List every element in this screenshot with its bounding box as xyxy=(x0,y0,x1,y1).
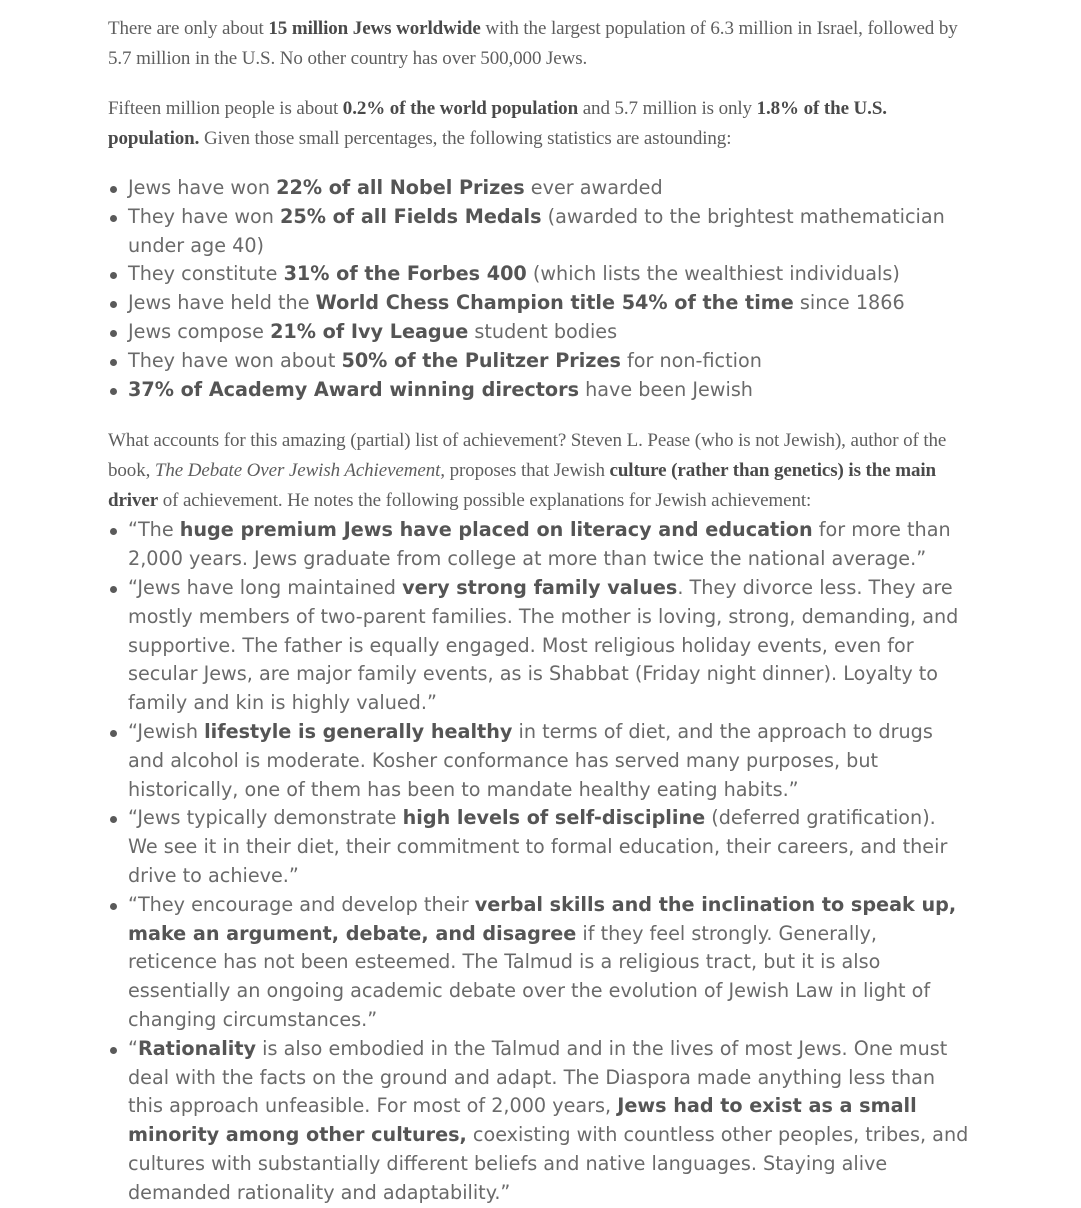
text-run: What accounts for this amazing (partial) list of achievement? Steven L. Pease (who is not Jewish), author of the book, xyxy=(108,430,947,482)
intro-paragraph-percentages xyxy=(108,94,970,154)
list-item: Jews have won 22% of all Nobel Prizes ever awarded xyxy=(108,174,970,203)
text-run: with the largest population of 6.3 million in Israel, followed by 5.7 million in the U.S. No other country has over 500,000 Jews. xyxy=(108,18,958,69)
intro-paragraph-population xyxy=(108,14,970,74)
text-run: There are only about xyxy=(108,18,269,39)
list-item: They have won about 50% of the Pulitzer Prizes for non-fiction xyxy=(108,347,970,376)
text-run: Fifteen million people is about xyxy=(108,98,343,119)
explanations-list xyxy=(108,516,970,1207)
list-item: Jews compose 21% of Ivy League student bodies xyxy=(108,318,970,347)
list-item: “Jews have long maintained very strong family values. They divorce less. They are mostly members of two-parent families. The mother is loving, strong, demanding, and supportive. The father is equally engaged. Most religious holiday events, even for secular Jews, are major family events, as is Shabbat (Friday night dinner). Loyalty to family and kin is highly valued.” xyxy=(108,574,970,718)
list-item: “The huge premium Jews have placed on literacy and education for more than 2,000 years. Jews graduate from college at more than twice the national average.” xyxy=(108,516,970,574)
bold-run: 0.2% of the world population xyxy=(342,98,579,119)
achievement-statistics-list xyxy=(108,174,970,404)
text-run: proposes that Jewish xyxy=(444,460,610,482)
list-item: Jews have held the World Chess Champion title 54% of the time since 1866 xyxy=(108,289,970,318)
bold-run: 1.8% of the U.S. population. xyxy=(108,98,887,149)
list-item: They have won 25% of all Fields Medals (awarded to the brightest mathematician under age 40) xyxy=(108,203,970,261)
text-run: of achievement. He notes the following possible explanations for Jewish achievement: xyxy=(158,490,812,512)
book-title: The Debate Over Jewish Achievement, xyxy=(154,460,445,482)
article-body xyxy=(108,14,970,1208)
list-item: “Rationality is also embodied in the Talmud and in the lives of most Jews. One must deal with the facts on the ground and adapt. The Diaspora made anything less than this approach unfeasible. For most of 2,000 years, Jews had to exist as a small minority among other cultures, coexisting with countless other peoples, tribes, and cultures with substantially different beliefs and native languages. Staying alive demanded rationality and adaptability.” xyxy=(108,1035,970,1208)
list-item: “They encourage and develop their verbal skills and the inclination to speak up, make an argument, debate, and disagree if they feel strongly. Generally, reticence has not been esteemed. The Talmud is a religious tract, but it is also essentially an ongoing academic debate over the evolution of Jewish Law in light of changing circumstances.” xyxy=(108,891,970,1035)
text-run: and 5.7 million is only xyxy=(578,98,757,119)
list-item: They constitute 31% of the Forbes 400 (which lists the wealthiest individuals) xyxy=(108,260,970,289)
text-run: Given those small percentages, the following statistics are astounding: xyxy=(199,128,732,149)
list-item: “Jews typically demonstrate high levels of self-discipline (deferred gratification). We see it in their diet, their commitment to formal education, their careers, and their drive to achieve.” xyxy=(108,804,970,890)
bold-run: culture (rather than genetics) is the main driver xyxy=(108,460,937,512)
list-item: “Jewish lifestyle is generally healthy in terms of diet, and the approach to drugs and alcohol is moderate. Kosher conformance has served many purposes, but historically, one of them has been to mandate healthy eating habits.” xyxy=(108,718,970,804)
list-item: 37% of Academy Award winning directors have been Jewish xyxy=(108,376,970,405)
intro-paragraph-explanations xyxy=(108,426,970,516)
bold-run: 15 million Jews worldwide xyxy=(268,18,481,39)
